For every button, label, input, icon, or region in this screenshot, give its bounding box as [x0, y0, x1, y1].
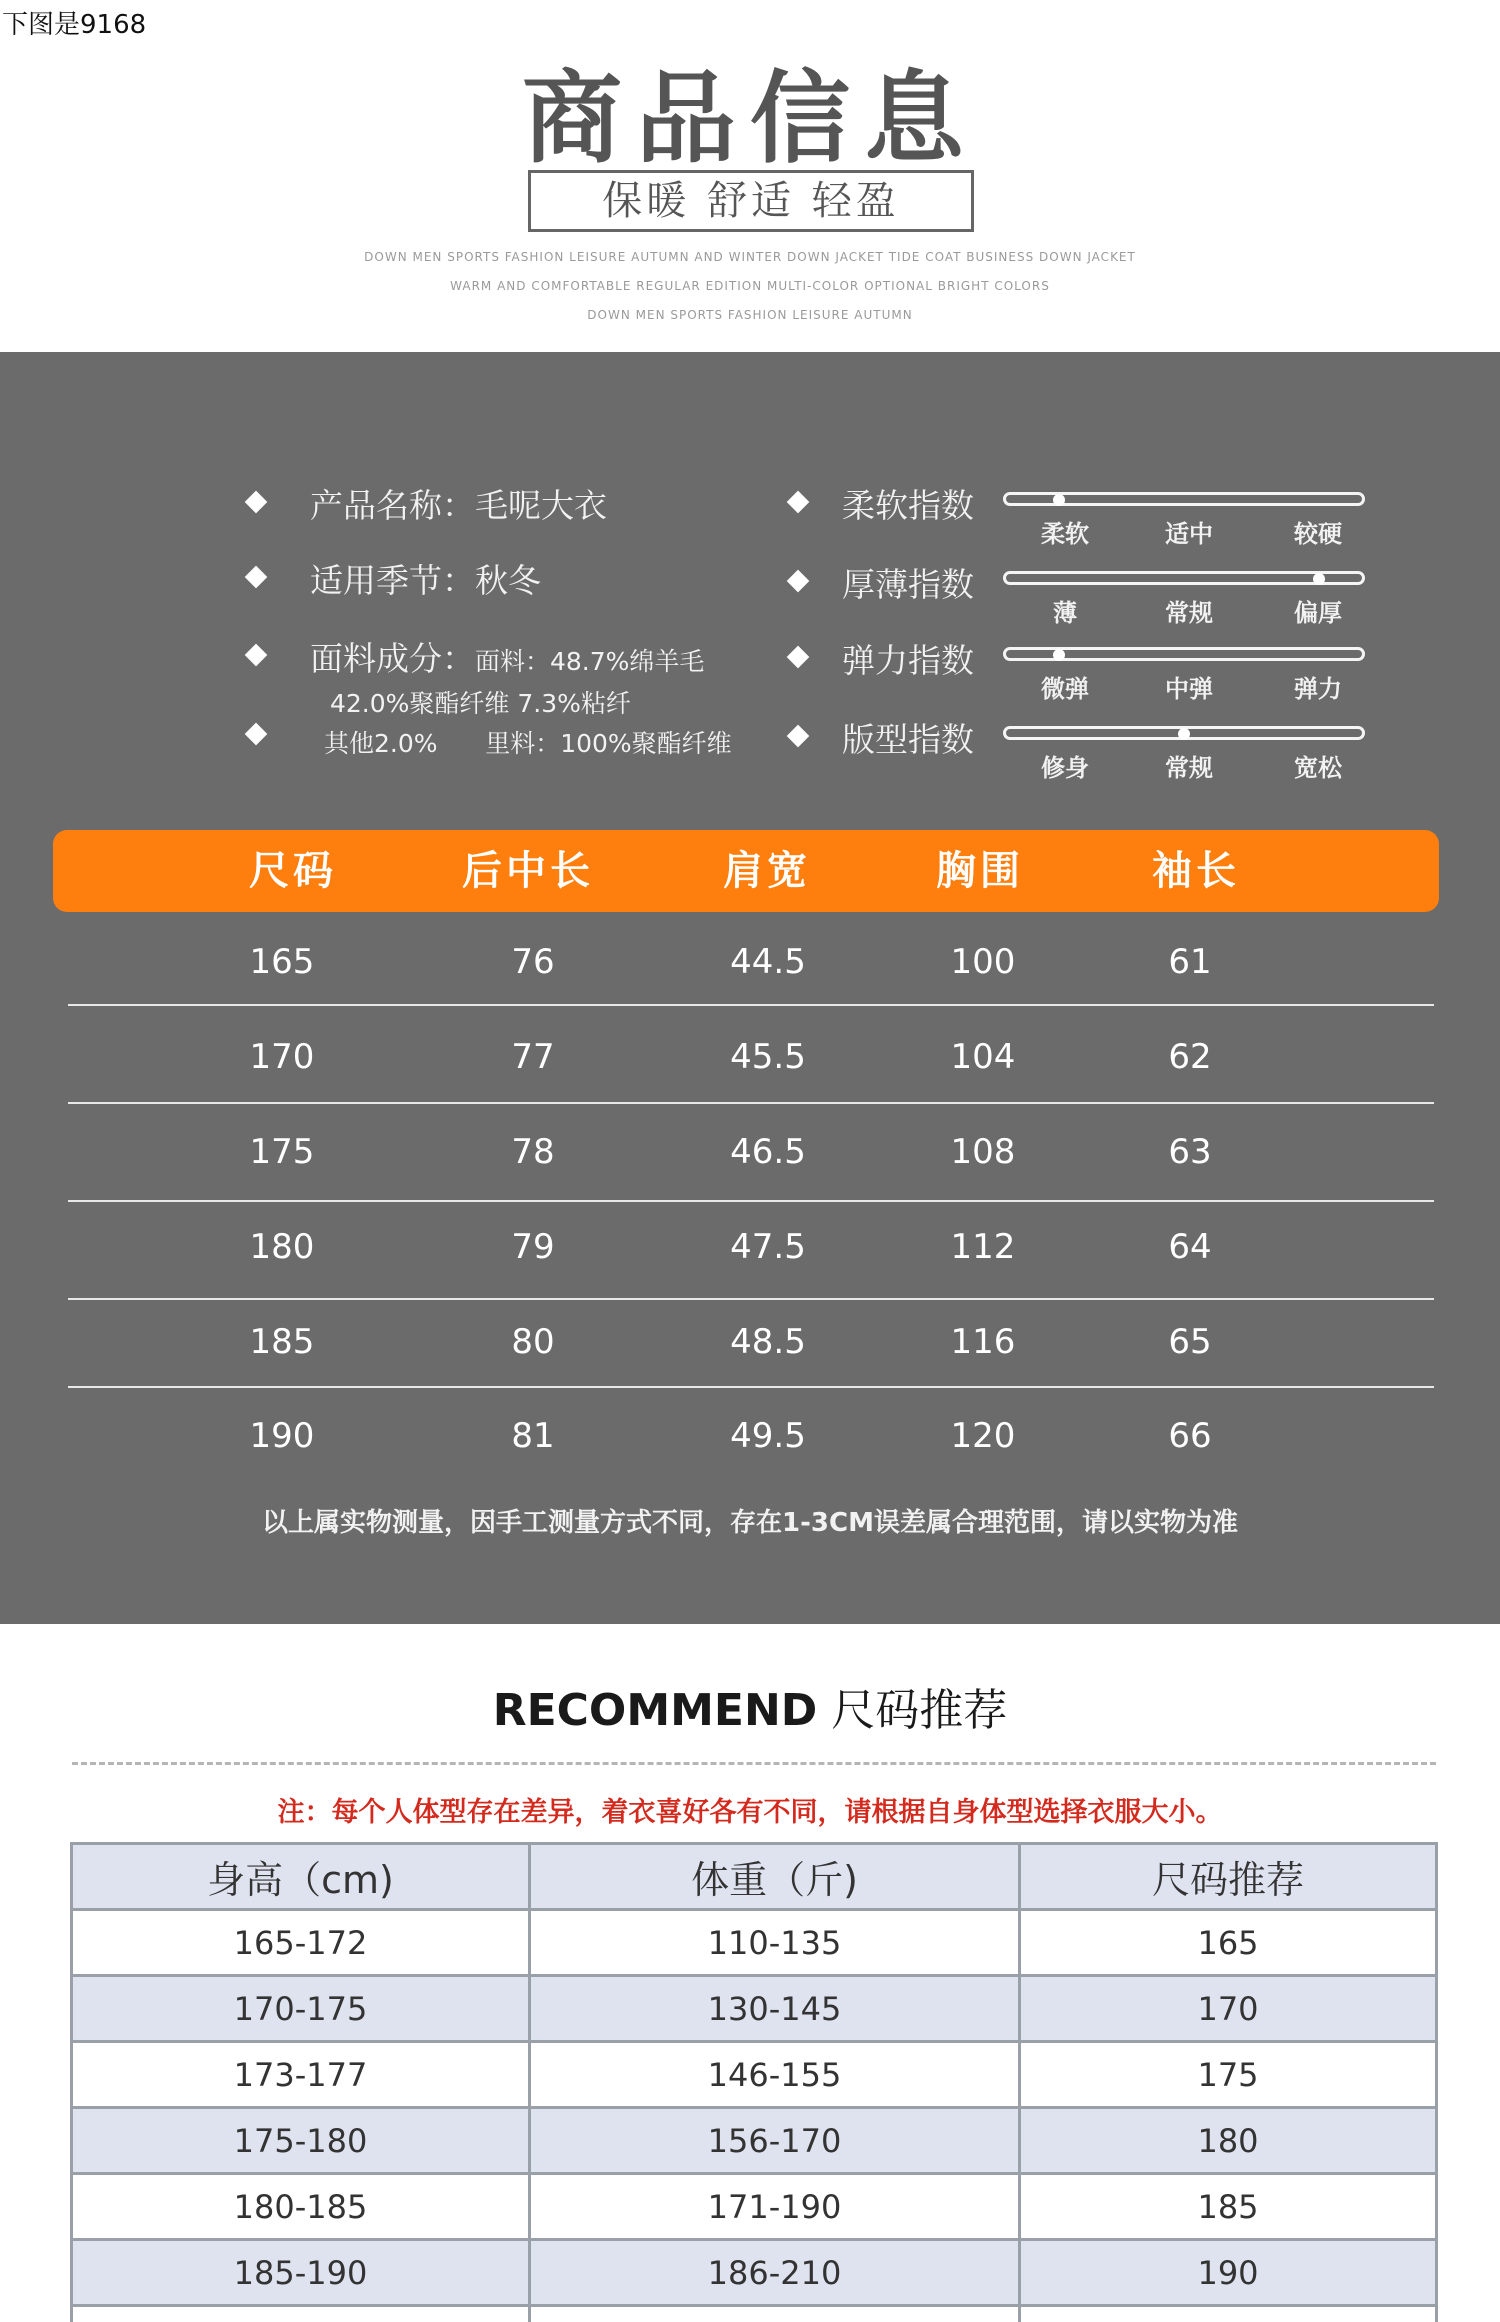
- measurement-note: 以上属实物测量，因手工测量方式不同，存在1-3CM误差属合理范围，请以实物为准: [262, 1508, 1238, 1538]
- col-header-height: 身高（cm): [73, 1845, 531, 1908]
- bullet-diamond-icon: [787, 570, 810, 593]
- season: 适用季节：秋冬: [310, 561, 541, 600]
- recommend-table: [70, 1842, 1438, 2322]
- col-header-size: 尺码: [249, 848, 337, 894]
- recommend-row: [73, 1911, 1435, 1977]
- cell-recommended-size: 180: [1197, 2121, 1259, 2160]
- page-title: 商品信息: [522, 59, 978, 177]
- recommend-row-partial: [73, 2307, 1435, 2322]
- cell-chest: 104: [950, 1037, 1016, 1077]
- fabric-label: [310, 633, 704, 680]
- cell-recommended-size: 170: [1197, 1989, 1259, 2028]
- cell-sleeve: 61: [1168, 942, 1212, 982]
- cell-size: 180: [249, 1227, 315, 1267]
- bullet-diamond-icon: [245, 644, 268, 667]
- cell-recommended-size: 185: [1197, 2187, 1259, 2226]
- recommend-row: [73, 1977, 1435, 2043]
- bullet-diamond-icon: [787, 725, 810, 748]
- index-scale-label: 偏厚: [1294, 599, 1342, 627]
- recommend-row: [73, 2175, 1435, 2241]
- cell-weight: 171-190: [531, 2175, 1021, 2238]
- cell-shoulder: 45.5: [730, 1037, 806, 1077]
- index-name: 弹力指数: [842, 641, 974, 680]
- cell-back-length: 79: [511, 1227, 555, 1267]
- index-scale-marker: [1178, 728, 1190, 740]
- index-scale-label: 常规: [1165, 599, 1213, 627]
- row-divider: [68, 1004, 1434, 1006]
- index-name: 柔软指数: [842, 486, 974, 525]
- index-scale-label: 适中: [1165, 520, 1213, 548]
- cell-size: 165: [249, 942, 315, 982]
- index-scale-marker: [1053, 649, 1065, 661]
- cell-sleeve: 65: [1168, 1322, 1212, 1362]
- cell-shoulder: 46.5: [730, 1132, 806, 1172]
- bullet-diamond-icon: [787, 491, 810, 514]
- english-tagline-1: DOWN MEN SPORTS FASHION LEISURE AUTUMN AND WINTER DOWN JACKET TIDE COAT BUSINESS DOWN JACKET: [364, 250, 1136, 264]
- index-scale-track: [1003, 647, 1365, 661]
- index-scale-label: 常规: [1165, 754, 1213, 782]
- recommend-row: [73, 2241, 1435, 2307]
- cell-height: 173-177: [73, 2043, 531, 2106]
- dashed-divider: [72, 1762, 1436, 1765]
- index-name: 版型指数: [842, 720, 974, 759]
- cell-weight: 146-155: [531, 2043, 1021, 2106]
- recommend-table-header: [73, 1845, 1435, 1911]
- recommend-row: [73, 2109, 1435, 2175]
- size-table-header: [53, 830, 1439, 912]
- recommend-title: [0, 1674, 1500, 1738]
- cell-chest: 112: [950, 1227, 1016, 1267]
- index-scale-label: 宽松: [1294, 754, 1342, 782]
- product-name: 产品名称：毛呢大衣: [310, 486, 607, 525]
- index-scale-label: 中弹: [1165, 675, 1213, 703]
- recommend-title-cn: 尺码推荐: [817, 1685, 1008, 1736]
- col-header-recommended-size: 尺码推荐: [1151, 1858, 1304, 1902]
- bullet-diamond-icon: [245, 566, 268, 589]
- bullet-diamond-icon: [245, 723, 268, 746]
- index-scale-marker: [1053, 494, 1065, 506]
- cell-shoulder: 44.5: [730, 942, 806, 982]
- cell-back-length: 80: [511, 1322, 555, 1362]
- empty-cell: [1021, 2307, 1435, 2322]
- cell-height: 170-175: [73, 1977, 531, 2040]
- fabric-label-text: 面料成分：: [310, 639, 475, 678]
- empty-cell: [73, 2307, 531, 2322]
- index-scale-marker: [1313, 573, 1325, 585]
- fabric-line-2: 42.0%聚酯纤维 7.3%粘纤: [330, 689, 631, 718]
- cell-size: 175: [249, 1132, 315, 1172]
- fabric-line-3: 其他2.0% 里料：100%聚酯纤维: [324, 729, 732, 758]
- col-header-chest: 胸围: [936, 848, 1024, 894]
- cell-back-length: 76: [511, 942, 555, 982]
- cell-recommended-size: 190: [1197, 2253, 1259, 2292]
- cell-sleeve: 63: [1168, 1132, 1212, 1172]
- cell-shoulder: 49.5: [730, 1416, 806, 1456]
- cell-back-length: 77: [511, 1037, 555, 1077]
- recommend-row: [73, 2043, 1435, 2109]
- cell-size: 190: [249, 1416, 315, 1456]
- cell-chest: 100: [950, 942, 1016, 982]
- cell-height: 185-190: [73, 2241, 531, 2304]
- cell-chest: 116: [950, 1322, 1016, 1362]
- index-scale-label: 微弹: [1041, 675, 1089, 703]
- index-scale-label: 柔软: [1041, 520, 1089, 548]
- cell-weight: 186-210: [531, 2241, 1021, 2304]
- english-tagline-3: DOWN MEN SPORTS FASHION LEISURE AUTUMN: [587, 308, 913, 322]
- empty-cell: [531, 2307, 1021, 2322]
- cell-sleeve: 64: [1168, 1227, 1212, 1267]
- cell-chest: 120: [950, 1416, 1016, 1456]
- col-header-back-length: 后中长: [462, 848, 594, 894]
- index-name: 厚薄指数: [842, 565, 974, 604]
- index-scale-track: [1003, 571, 1365, 585]
- row-divider: [68, 1298, 1434, 1300]
- subtitle-box: 保暖 舒适 轻盈: [528, 170, 974, 232]
- cell-sleeve: 62: [1168, 1037, 1212, 1077]
- recommend-table-body: [73, 1911, 1435, 2322]
- cell-back-length: 81: [511, 1416, 555, 1456]
- bullet-diamond-icon: [787, 646, 810, 669]
- col-header-sleeve: 袖长: [1152, 848, 1240, 894]
- index-scale-label: 弹力: [1294, 675, 1342, 703]
- index-scale-label: 薄: [1053, 599, 1077, 627]
- recommend-title-en: RECOMMEND: [492, 1685, 818, 1736]
- model-note: 下图是9168: [2, 10, 147, 40]
- cell-height: 175-180: [73, 2109, 531, 2172]
- english-tagline-2: WARM AND COMFORTABLE REGULAR EDITION MULTI-COLOR OPTIONAL BRIGHT COLORS: [450, 279, 1050, 293]
- cell-shoulder: 47.5: [730, 1227, 806, 1267]
- index-scale-label: 修身: [1041, 754, 1089, 782]
- row-divider: [68, 1386, 1434, 1388]
- cell-weight: 110-135: [531, 1911, 1021, 1974]
- index-scale-track: [1003, 492, 1365, 506]
- cell-height: 180-185: [73, 2175, 531, 2238]
- row-divider: [68, 1102, 1434, 1104]
- cell-height: 165-172: [73, 1911, 531, 1974]
- index-scale-label: 较硬: [1294, 520, 1342, 548]
- col-header-weight: 体重（斤): [531, 1845, 1021, 1908]
- product-spec-panel: [0, 352, 1500, 1624]
- bullet-diamond-icon: [245, 491, 268, 514]
- cell-size: 185: [249, 1322, 315, 1362]
- cell-shoulder: 48.5: [730, 1322, 806, 1362]
- recommend-note: 注：每个人体型存在差异，着衣喜好各有不同，请根据自身体型选择衣服大小。: [277, 1797, 1223, 1828]
- cell-weight: 130-145: [531, 1977, 1021, 2040]
- cell-recommended-size: 165: [1197, 1923, 1259, 1962]
- cell-size: 170: [249, 1037, 315, 1077]
- cell-weight: 156-170: [531, 2109, 1021, 2172]
- cell-chest: 108: [950, 1132, 1016, 1172]
- cell-sleeve: 66: [1168, 1416, 1212, 1456]
- index-scale-track: [1003, 726, 1365, 740]
- col-header-shoulder: 肩宽: [723, 848, 811, 894]
- cell-recommended-size: 175: [1197, 2055, 1259, 2094]
- fabric-line-1: 面料：48.7%绵羊毛: [475, 647, 705, 676]
- row-divider: [68, 1200, 1434, 1202]
- cell-back-length: 78: [511, 1132, 555, 1172]
